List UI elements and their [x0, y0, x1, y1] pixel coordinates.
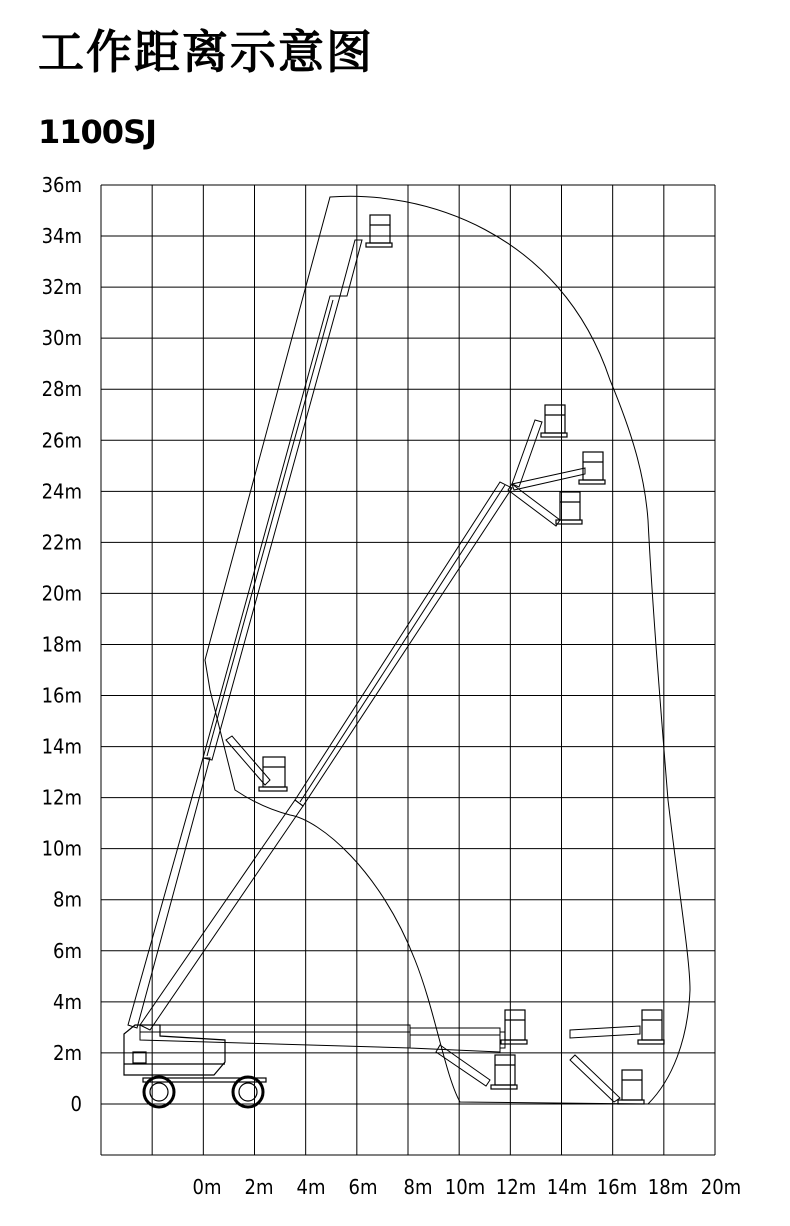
working-envelope: [205, 196, 690, 1104]
y-tick-label: 24m: [41, 479, 82, 504]
machine-chassis: [124, 1025, 266, 1107]
x-tick-label: 18m: [647, 1175, 689, 1199]
platform-max-height: [366, 215, 392, 247]
y-tick-label: 30m: [41, 326, 82, 351]
y-tick-label: 2m: [53, 1040, 82, 1065]
page-title: 工作距离示意图: [38, 25, 374, 79]
platform-24m-outreach: [579, 452, 605, 484]
y-tick-label: 8m: [53, 887, 82, 912]
y-tick-label: 6m: [53, 938, 82, 963]
x-tick-label: 10m: [444, 1175, 486, 1199]
x-tick-label: 2m: [244, 1175, 274, 1199]
y-tick-label: 32m: [41, 275, 82, 300]
y-tick-label: 20m: [41, 581, 82, 606]
boom-max-height: [128, 240, 362, 1028]
model-label: 1100SJ: [38, 113, 157, 151]
platform-13m: [259, 757, 287, 791]
platform-ground-low-12m: [491, 1055, 517, 1089]
y-tick-label: 16m: [41, 683, 82, 708]
boom-mid-reach: [140, 482, 512, 1030]
platform-22m: [556, 492, 582, 524]
platform-26m: [541, 405, 567, 437]
x-tick-label: 0m: [192, 1175, 222, 1199]
y-tick-label: 4m: [53, 989, 82, 1014]
y-tick-label: 28m: [41, 377, 82, 402]
jib-ground: [436, 1026, 640, 1102]
y-tick-label: 36m: [41, 173, 82, 197]
x-tick-label: 8m: [403, 1175, 433, 1199]
y-tick-label: 10m: [41, 836, 82, 861]
x-tick-label: 20m: [700, 1175, 742, 1199]
y-axis-labels: [42, 173, 82, 1116]
y-tick-label: 26m: [41, 428, 82, 453]
x-tick-label: 6m: [348, 1175, 378, 1199]
grid: [101, 185, 715, 1155]
y-tick-label: 14m: [41, 734, 82, 759]
platform-ground-12m: [501, 1010, 527, 1044]
jib-upper: [508, 420, 585, 526]
y-tick-label: 18m: [41, 632, 82, 657]
platform-ground-17m: [638, 1010, 664, 1044]
x-tick-label: 16m: [596, 1175, 638, 1199]
x-tick-label: 12m: [495, 1175, 537, 1199]
x-tick-label: 4m: [296, 1175, 326, 1199]
x-tick-label: 14m: [546, 1175, 588, 1199]
x-axis-labels: [193, 1175, 742, 1199]
y-tick-label: 12m: [41, 785, 82, 810]
platform-ground-low-16m: [618, 1070, 644, 1104]
y-tick-label: 22m: [41, 530, 82, 555]
y-tick-label: 34m: [41, 224, 82, 249]
y-tick-label: 0: [70, 1091, 82, 1116]
